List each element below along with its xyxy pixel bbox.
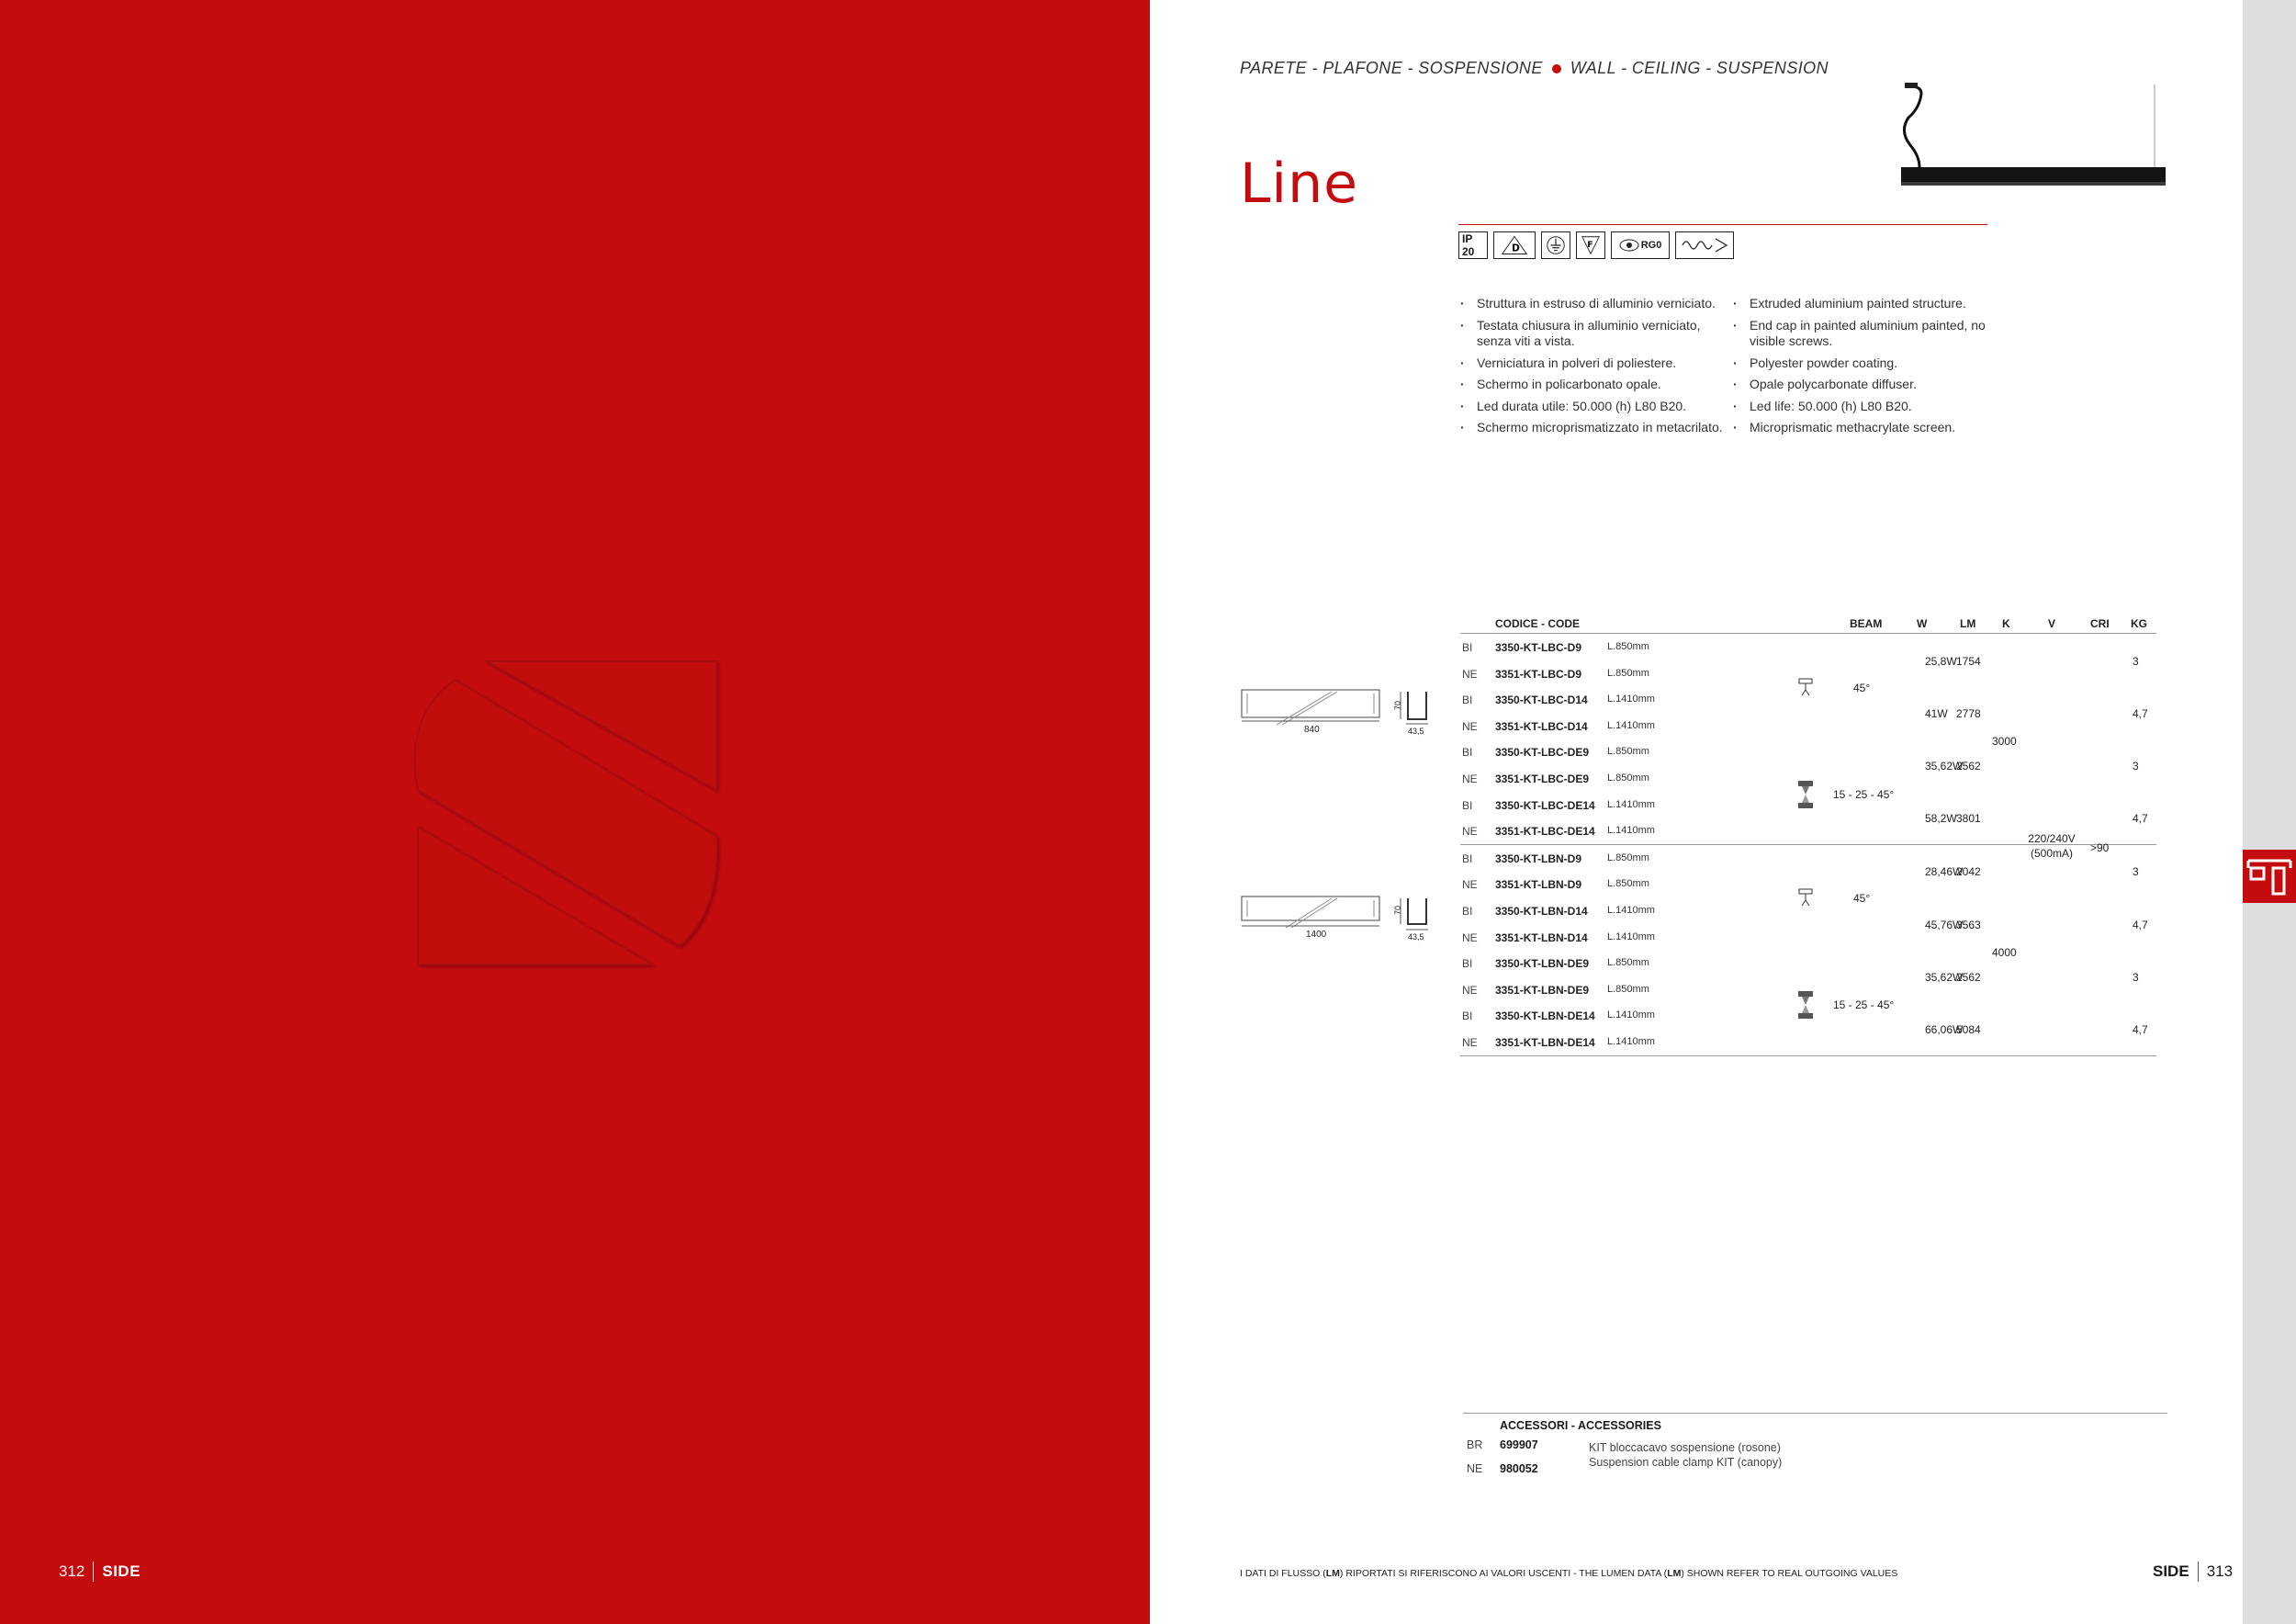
product-code: 3351-KT-LBC-DE9: [1495, 772, 1590, 785]
finish-code: NE: [1462, 878, 1478, 892]
voltage-value: 220/240V (500mA): [2028, 832, 2076, 860]
table-row: [1460, 924, 2156, 951]
cri-value: >90: [2090, 841, 2110, 854]
accessory-row: [1463, 1459, 2167, 1483]
weight-value: 4,7: [2133, 706, 2148, 720]
category-english: WALL - CEILING - SUSPENSION: [1570, 59, 1829, 77]
product-length: L.1410mm: [1607, 904, 1655, 916]
svg-text:D: D: [1512, 242, 1520, 254]
svg-text:70: 70: [1393, 700, 1402, 710]
weight-value: 4,7: [2133, 918, 2148, 931]
header-lm: LM: [1960, 617, 1976, 630]
ground-icon: [1541, 231, 1570, 259]
finish-code: NE: [1462, 772, 1478, 785]
product-code: 3351-KT-LBC-D9: [1495, 667, 1582, 681]
accessory-description: KIT bloccacavo sospensione (rosone) Suspension cable clamp KIT (canopy): [1589, 1441, 1783, 1470]
lumen-value: 2562: [1956, 970, 1981, 984]
product-length: L.850mm: [1607, 851, 1649, 863]
product-length: L.1410mm: [1607, 1009, 1655, 1021]
table-row: [1460, 634, 2156, 660]
beam-value: 45°: [1853, 892, 1871, 905]
title-underline: [1458, 224, 1987, 225]
product-code: 3351-KT-LBN-DE9: [1495, 983, 1590, 997]
table-row: [1460, 713, 2156, 739]
product-code: 3351-KT-LBN-D9: [1495, 878, 1582, 892]
wave-icon: [1675, 231, 1734, 259]
weight-value: 4,7: [2133, 812, 2148, 826]
accessory-finish: BR: [1467, 1438, 1483, 1451]
table-header: [1460, 614, 2156, 634]
product-length: L.850mm: [1607, 772, 1649, 784]
header-kg: KG: [2131, 617, 2147, 630]
finish-code: NE: [1462, 930, 1478, 944]
weight-value: 3: [2133, 654, 2139, 668]
side-strip: [2243, 0, 2296, 1624]
wattage-value: 35,62W: [1925, 970, 1964, 984]
table-row: [1460, 739, 2156, 765]
product-length: L.1410mm: [1607, 825, 1655, 837]
accessory-finish: NE: [1467, 1462, 1483, 1475]
weight-value: 4,7: [2133, 1023, 2148, 1036]
svg-text:43,5: 43,5: [1408, 727, 1424, 736]
feature-item: · End cap in painted aluminium painted, no visible screws.: [1731, 318, 1998, 350]
product-length: L.1410mm: [1607, 719, 1655, 731]
product-code: 3350-KT-LBN-DE9: [1495, 957, 1590, 971]
wide-beam-icon: [1796, 779, 1815, 810]
finish-code: BI: [1462, 798, 1473, 812]
product-length: L.1410mm: [1607, 1035, 1655, 1047]
product-code: 3350-KT-LBC-D14: [1495, 694, 1588, 707]
product-code: 3351-KT-LBN-D14: [1495, 930, 1588, 944]
product-photo: [1892, 81, 2177, 200]
product-code: 3350-KT-LBC-DE9: [1495, 746, 1590, 760]
product-code: 3350-KT-LBC-DE14: [1495, 798, 1595, 812]
profile-section-long: [1391, 893, 1433, 948]
feature-item: · Struttura in estruso di alluminio verniciato.: [1458, 296, 1725, 312]
wattage-value: 28,46W: [1925, 865, 1964, 879]
beam-value: 15 - 25 - 45°: [1833, 788, 1895, 801]
lumen-value: 3563: [1956, 918, 1981, 931]
feature-item: · Microprismatic methacrylate screen.: [1731, 420, 1998, 436]
finish-code: NE: [1462, 719, 1478, 733]
lumen-value: 2562: [1956, 760, 1981, 773]
accessories-section: [1463, 1413, 2167, 1483]
wattage-value: 66,06W: [1925, 1023, 1964, 1036]
certification-icons: [1458, 231, 1734, 259]
footer-divider: [2198, 1562, 2199, 1582]
feature-item: · Verniciatura in polveri di poliestere.: [1458, 355, 1725, 372]
accessory-code: 699907: [1500, 1438, 1538, 1451]
class-d-icon: [1493, 231, 1536, 259]
finish-code: BI: [1462, 1009, 1473, 1023]
header-k: K: [2002, 617, 2010, 630]
feature-item: · Testata chiusura in alluminio verniciato, senza viti a vista.: [1458, 318, 1725, 350]
feature-item: · Led life: 50.000 (h) L80 B20.: [1731, 399, 1998, 415]
wattage-value: 45,76W: [1925, 918, 1964, 931]
header-code: CODICE - CODE: [1495, 617, 1581, 630]
finish-code: NE: [1462, 983, 1478, 997]
spot-beam-icon: [1798, 677, 1813, 699]
feature-item: · Polyester powder coating.: [1731, 355, 1998, 372]
left-page-footer: [59, 1562, 141, 1582]
class-f-icon: [1576, 231, 1605, 259]
rg0-photobiological-icon: RG0: [1611, 231, 1670, 259]
weight-value: 3: [2133, 970, 2139, 984]
product-length: L.850mm: [1607, 983, 1649, 995]
product-code: 3350-KT-LBN-D9: [1495, 851, 1582, 865]
wide-beam-icon: [1796, 989, 1815, 1021]
weight-value: 3: [2133, 865, 2139, 879]
beam-value: 45°: [1853, 682, 1871, 694]
product-length: L.850mm: [1607, 878, 1649, 890]
product-code: 3351-KT-LBN-DE14: [1495, 1035, 1595, 1049]
finish-code: NE: [1462, 825, 1478, 839]
suspension-lamp-icon: [2243, 850, 2296, 903]
header-beam: BEAM: [1850, 617, 1883, 630]
product-code: 3350-KT-LBN-DE14: [1495, 1009, 1595, 1023]
wattage-value: 58,2W: [1925, 812, 1957, 826]
finish-code: BI: [1462, 851, 1473, 865]
features-english: [1731, 296, 1998, 442]
beam-value: 15 - 25 - 45°: [1833, 998, 1895, 1011]
table-row: [1460, 950, 2156, 976]
profile-section-short: [1391, 686, 1433, 741]
red-dot-separator: [1552, 64, 1561, 73]
finish-code: BI: [1462, 904, 1473, 918]
right-page-footer: [2153, 1562, 2233, 1582]
lumen-value: 1754: [1956, 654, 1981, 668]
svg-text:F: F: [1587, 239, 1593, 250]
feature-item: · Led durata utile: 50.000 (h) L80 B20.: [1458, 399, 1725, 415]
category-italian: PARETE - PLAFONE - SOSPENSIONE: [1240, 59, 1543, 77]
svg-text:70: 70: [1393, 905, 1402, 915]
right-brand: SIDE: [2153, 1562, 2189, 1580]
category-tab-icon[interactable]: [2243, 850, 2296, 903]
weight-value: 3: [2133, 760, 2139, 773]
product-title: Line: [1240, 152, 1359, 216]
right-page-number: 313: [2206, 1562, 2234, 1580]
left-brand: SIDE: [102, 1562, 141, 1580]
spot-beam-icon: [1798, 887, 1813, 909]
svg-text:1400: 1400: [1306, 930, 1327, 940]
product-length: L.1410mm: [1607, 694, 1655, 705]
product-code: 3351-KT-LBC-D14: [1495, 719, 1588, 733]
table-bottom-rule: [1460, 1055, 2156, 1056]
product-length: L.850mm: [1607, 641, 1649, 652]
accessory-code: 980052: [1500, 1462, 1538, 1475]
lumen-value: 2042: [1956, 865, 1981, 879]
kelvin-value: 4000: [1992, 946, 2017, 959]
ip20-icon: IP 20: [1458, 231, 1488, 259]
accessory-row: [1463, 1435, 2167, 1459]
product-length: L.1410mm: [1607, 798, 1655, 810]
product-code: 3351-KT-LBC-DE14: [1495, 825, 1595, 839]
finish-code: NE: [1462, 1035, 1478, 1049]
left-page-number: 312: [59, 1562, 85, 1580]
kelvin-value: 3000: [1992, 735, 2017, 748]
finish-code: BI: [1462, 746, 1473, 760]
finish-code: NE: [1462, 667, 1478, 681]
table-row: [1460, 1029, 2156, 1055]
product-code: 3350-KT-LBN-D14: [1495, 904, 1588, 918]
finish-code: BI: [1462, 694, 1473, 707]
lumen-value: 3801: [1956, 812, 1981, 826]
feature-item: · Extruded aluminium painted structure.: [1731, 296, 1998, 312]
wattage-value: 41W: [1925, 706, 1948, 720]
accessories-header: ACCESSORI - ACCESSORIES: [1463, 1413, 2167, 1435]
footer-divider: [93, 1562, 94, 1582]
features-italian: [1458, 296, 1725, 442]
product-category: [1240, 59, 1829, 78]
product-code: 3350-KT-LBC-D9: [1495, 641, 1582, 654]
header-v: V: [2048, 617, 2056, 630]
wattage-value: 35,62W: [1925, 760, 1964, 773]
header-cri: CRI: [2090, 617, 2110, 630]
table-group-4000k: [1460, 845, 2156, 1055]
header-w: W: [1917, 617, 1928, 630]
product-length: L.850mm: [1607, 957, 1649, 969]
finish-code: BI: [1462, 641, 1473, 654]
lumen-value: 2778: [1956, 706, 1981, 720]
feature-item: · Opale polycarbonate diffuser.: [1731, 377, 1998, 393]
wattage-value: 25,8W: [1925, 654, 1957, 668]
feature-item: · Schermo in policarbonato opale.: [1458, 377, 1725, 393]
svg-text:43,5: 43,5: [1408, 932, 1424, 942]
finish-code: BI: [1462, 957, 1473, 971]
lumen-footnote: I DATI DI FLUSSO (LM) RIPORTATI SI RIFERISCONO AI VALORI USCENTI - THE LUMEN DATA (LM) SHOWN REFER TO REAL OUTGOING VALUES: [1240, 1568, 1898, 1579]
product-length: L.850mm: [1607, 746, 1649, 758]
side-logo-emboss: [404, 643, 735, 974]
feature-item: · Schermo microprismatizzato in metacrilato.: [1458, 420, 1725, 436]
product-length: L.850mm: [1607, 667, 1649, 679]
svg-text:840: 840: [1304, 725, 1320, 735]
lumen-value: 5084: [1956, 1023, 1981, 1036]
product-length: L.1410mm: [1607, 930, 1655, 942]
table-group-3000k: [1460, 634, 2156, 844]
